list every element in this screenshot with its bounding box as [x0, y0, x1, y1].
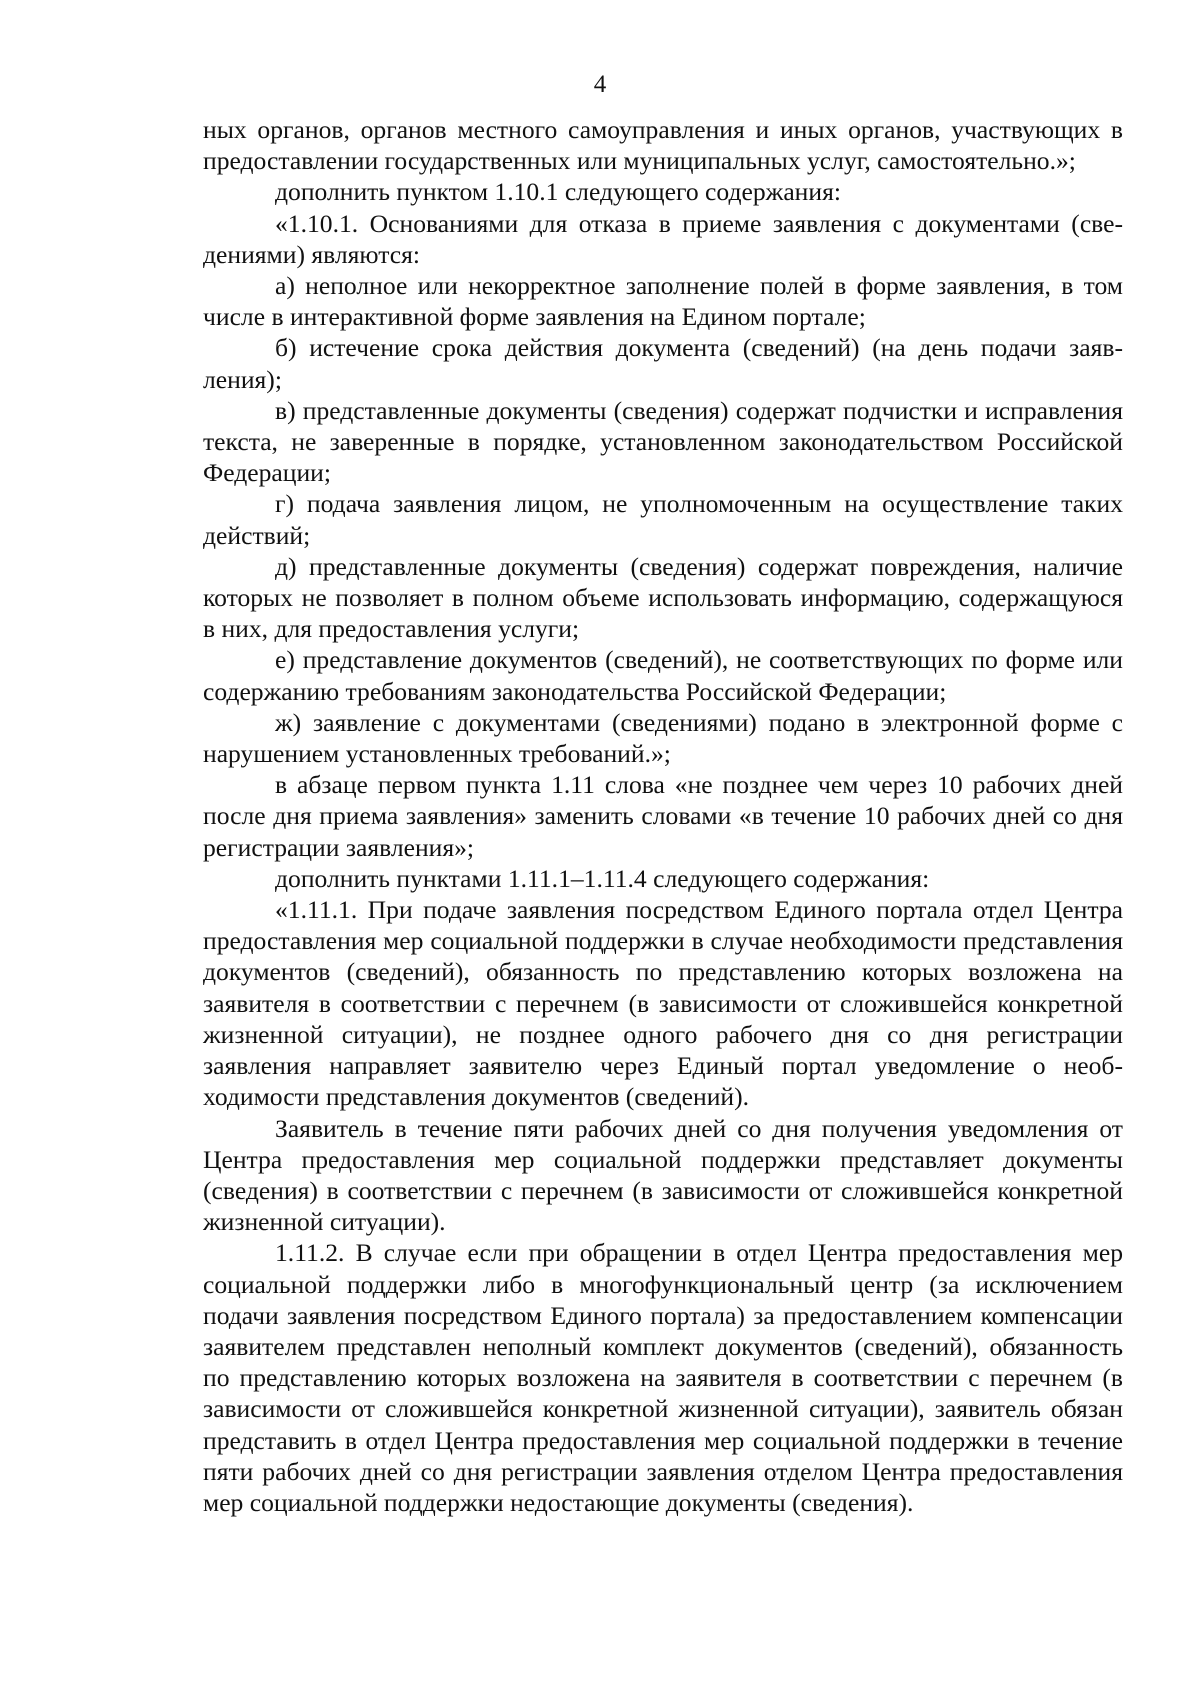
- paragraph: дополнить пунктом 1.10.1 следующего содержания:: [275, 177, 841, 207]
- paragraph: ных органов, органов местного самоуправления и иных органов, участвующих в предоставлении государственных или муниципальных услуг, самостоятельно.»;: [203, 115, 1123, 176]
- document-body: [203, 114, 1123, 1518]
- paragraph: б) истечение срока действия документа (сведений) (на день подачи заявления);: [203, 333, 1123, 394]
- paragraph: г) подача заявления лицом, не уполномоченным на осуществление таких действий;: [203, 489, 1123, 550]
- paragraph: е) представление документов (сведений), не соответствующих по форме или содержанию требованиям законодательства Российской Федерации;: [203, 645, 1123, 706]
- page-number: 4: [593, 71, 607, 98]
- paragraph: а) неполное или некорректное заполнение полей в форме заявления, в том числе в интерактивной форме заявления на Едином портале;: [203, 271, 1123, 332]
- paragraph: д) представленные документы (сведения) содержат повреждения, наличие которых не позволяет в полном объеме использовать информацию, содержащуюся в них, для предоставления услуги;: [203, 551, 1123, 644]
- paragraph: «1.11.1. При подаче заявления посредством Единого портала отдел Центра предоставления мер социальной поддержки в случае необходимости представления документов (сведений), обязанность по представлению которых возложена на заявителя в соответствии с перечнем (в зависимости от сложившейся конкретной жизненной ситуации), не позднее одного рабочего дня со дня регистрации заявления направляет заявителю через Единый портал уведомление о необходимости представления документов (сведений).: [203, 895, 1123, 1112]
- paragraph: ж) заявление с документами (сведениями) подано в электронной форме с нарушением установленных требований.»;: [203, 707, 1123, 769]
- paragraph: Заявитель в течение пяти рабочих дней со дня получения уведомления от Центра предоставления мер социальной поддержки представляет документы (сведения) в соответствии с перечнем (в зависимости от сложившейся конкретной жизненной ситуации).: [203, 1113, 1123, 1237]
- paragraph: «1.10.1. Основаниями для отказа в приеме заявления с документами (сведениями) являются:: [203, 208, 1123, 269]
- paragraph: дополнить пунктами 1.11.1–1.11.4 следующего содержания:: [275, 863, 930, 893]
- paragraph: в абзаце первом пункта 1.11 слова «не позднее чем через 10 рабочих дней после дня приема заявления» заменить словами «в течение 10 рабочих дней со дня регистрации заявления»;: [203, 770, 1123, 862]
- paragraph: 1.11.2. В случае если при обращении в отдел Центра предоставления мер социальной поддержки либо в многофункциональный центр (за исключением подачи заявления посредством Единого портала) за предоставлением компенсации заявителем представлен неполный комплект документов (сведений), обязанность по представлению которых возложена на заявителя в соответствии с перечнем (в зависимости от сложившейся конкретной жизненной ситуации), заявитель обязан представить в отдел Центра предоставления мер социальной поддержки в течение пяти рабочих дней со дня регистрации заявления отделом Центра предоставления мер социальной поддержки недостающие документы (сведения).: [203, 1238, 1123, 1517]
- paragraph: в) представленные документы (сведения) содержат подчистки и исправления текста, не заверенные в порядке, установленном законодательством Российской Федерации;: [203, 395, 1123, 488]
